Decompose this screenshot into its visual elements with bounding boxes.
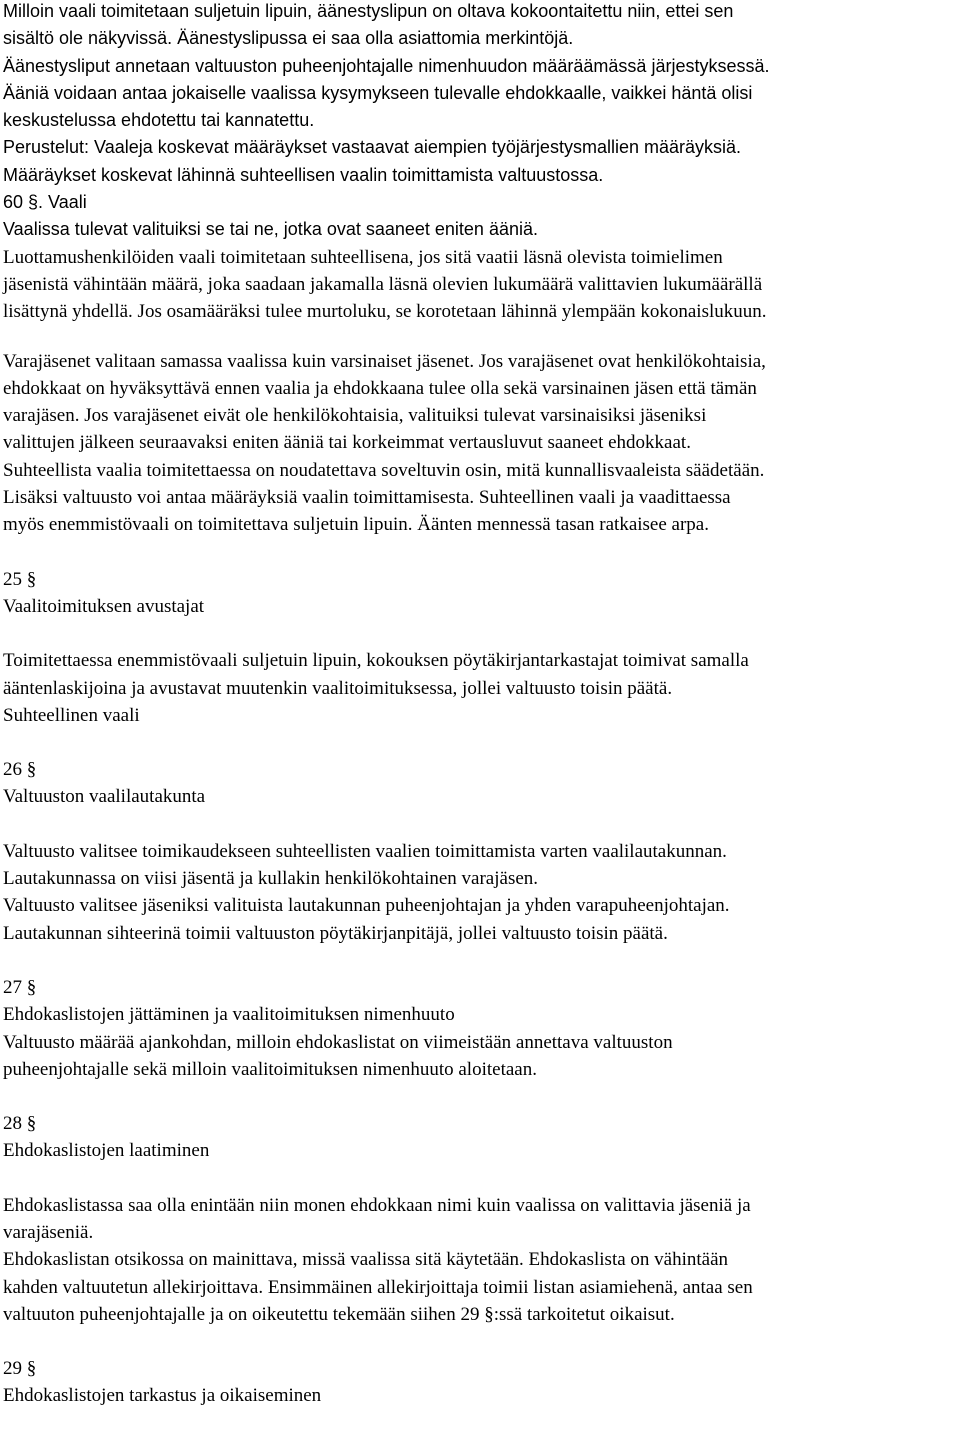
text-line: lisättynä yhdellä. Jos osamääräksi tulee murtoluku, se korotetaan lähinnä ylempään kokonaislukuun. — [3, 301, 767, 323]
text-line: Toimitettaessa enemmistövaali suljetuin lipuin, kokouksen pöytäkirjantarkastajat toimivat samalla — [3, 650, 749, 672]
paragraph-gap — [3, 729, 958, 756]
paragraph-gap — [3, 1083, 958, 1110]
text-line: Luottamushenkilöiden vaali toimitetaan suhteellisena, jos sitä vaatii läsnä olevista toimielimen — [3, 246, 723, 268]
text-line: ääntenlaskijoina ja avustavat muutenkin vaalitoimituksessa, jollei valtuusto toisin päätä. — [3, 677, 673, 699]
text-line: 29 § — [3, 1358, 37, 1380]
document-body — [3, 0, 958, 1410]
text-line: Milloin vaali toimitetaan suljetuin lipuin, äänestyslipun on oltava kokoontaitettu niin, ettei sen — [3, 1, 734, 21]
paragraph-gap — [3, 947, 958, 974]
text-line: sisältö ole näkyvissä. Äänestyslipussa ei saa olla asiattomia merkintöjä. — [3, 28, 574, 49]
text-line: Lautakunnassa on viisi jäsentä ja kullakin henkilökohtainen varajäsen. — [3, 868, 539, 890]
text-line: 27 § — [3, 976, 37, 998]
text-line: varajäseniä. — [3, 1221, 94, 1243]
text-line: Valtuusto määrää ajankohdan, milloin ehdokaslistat on viimeistään annettava valtuuston — [3, 1031, 673, 1053]
paragraph-gap — [3, 1165, 958, 1192]
text-line: Valtuusto valitsee jäseniksi valituista lautakunnan puheenjohtajan ja yhden varapuheenjohtajan. — [3, 895, 730, 917]
text-line: Valtuusto valitsee toimikaudekseen suhteellisten vaalien toimittamista varten vaalilautakunnan. — [3, 840, 727, 862]
text-line: myös enemmistövaali on toimitettava suljetuin lipuin. Äänten mennessä tasan ratkaisee arpa. — [3, 514, 709, 536]
text-line: Ehdokaslistojen laatiminen — [3, 1140, 210, 1162]
text-line: ehdokkaat on hyväksyttävä ennen vaalia ja ehdokkaana tulee olla sekä varsinainen jäsen että tämän — [3, 377, 757, 399]
text-line: jäsenistä vähintään määrä, joka saadaan jakamalla läsnä olevien lukumäärä valittavien lukumäärällä — [3, 273, 763, 295]
paragraph-gap — [3, 1328, 958, 1355]
text-line: Valtuuston vaalilautakunta — [3, 786, 206, 808]
text-line: Ehdokaslistan otsikossa on mainittava, missä vaalissa sitä käytetään. Ehdokaslista on vähintään — [3, 1249, 729, 1271]
paragraph-gap — [3, 620, 958, 647]
text-line: Ehdokaslistojen tarkastus ja oikaiseminen — [3, 1385, 322, 1407]
text-line: Ehdokaslistassa saa olla enintään niin monen ehdokkaan nimi kuin vaalissa on valittavia jäseniä ja — [3, 1194, 751, 1216]
text-line: Varajäsenet valitaan samassa vaalissa kuin varsinaiset jäsenet. Jos varajäsenet ovat henkilökohtaisia, — [3, 350, 766, 372]
text-line: Suhteellinen vaali — [3, 704, 140, 726]
text-line: puheenjohtajalle sekä milloin vaalitoimituksen nimenhuuto aloitetaan. — [3, 1058, 537, 1080]
paragraph-gap — [3, 326, 958, 348]
text-line: Lisäksi valtuusto voi antaa määräyksiä vaalin toimittamisesta. Suhteellinen vaali ja vaadittaessa — [3, 487, 731, 509]
text-line: kahden valtuutetun allekirjoittava. Ensimmäinen allekirjoittaja toimii listan asiamiehenä, antaa sen — [3, 1276, 753, 1298]
text-line: varajäsen. Jos varajäsenet eivät ole henkilökohtaisia, valituiksi tulevat varsinaisiksi jäseniksi — [3, 405, 707, 427]
text-line: Ehdokaslistojen jättäminen ja vaalitoimituksen nimenhuuto — [3, 1004, 455, 1026]
paragraph-gap — [3, 811, 958, 838]
text-line: valittujen jälkeen seuraavaksi eniten ääniä tai korkeimmat vertausluvut saaneet ehdokkaat. — [3, 432, 691, 454]
paragraph-gap — [3, 539, 958, 566]
text-line: Vaalitoimituksen avustajat — [3, 595, 205, 617]
text-line: Suhteellista vaalia toimitettaessa on noudatettava soveltuvin osin, mitä kunnallisvaaleista säädetään. — [3, 459, 765, 481]
text-line: valtuuton puheenjohtajalle ja on oikeutettu tekemään siihen 29 §:ssä tarkoitetut oikaisut. — [3, 1303, 675, 1325]
text-line: 26 § — [3, 759, 37, 781]
text-line: Ääniä voidaan antaa jokaiselle vaalissa kysymykseen tulevalle ehdokkaalle, vaikkei häntä olisi — [3, 82, 753, 103]
text-line: Perustelut: Vaaleja koskevat määräykset vastaavat aiempien työjärjestysmallien määräyksiä. — [3, 137, 741, 158]
text-line: Määräykset koskevat lähinnä suhteellisen vaalin toimittamista valtuustossa. — [3, 164, 604, 185]
text-line: 60 §. Vaali — [3, 192, 87, 213]
text-line: 25 § — [3, 568, 37, 590]
text-line: Lautakunnan sihteerinä toimii valtuuston pöytäkirjanpitäjä, jollei valtuusto toisin päätä. — [3, 922, 668, 944]
text-line: Äänestysliput annetaan valtuuston puheenjohtajalle nimenhuudon määräämässä järjestyksessä. — [3, 55, 770, 76]
text-line: Vaalissa tulevat valituiksi se tai ne, jotka ovat saaneet eniten ääniä. — [3, 219, 538, 240]
text-line: 28 § — [3, 1113, 37, 1135]
text-line: keskustelussa ehdotettu tai kannatettu. — [3, 110, 315, 131]
